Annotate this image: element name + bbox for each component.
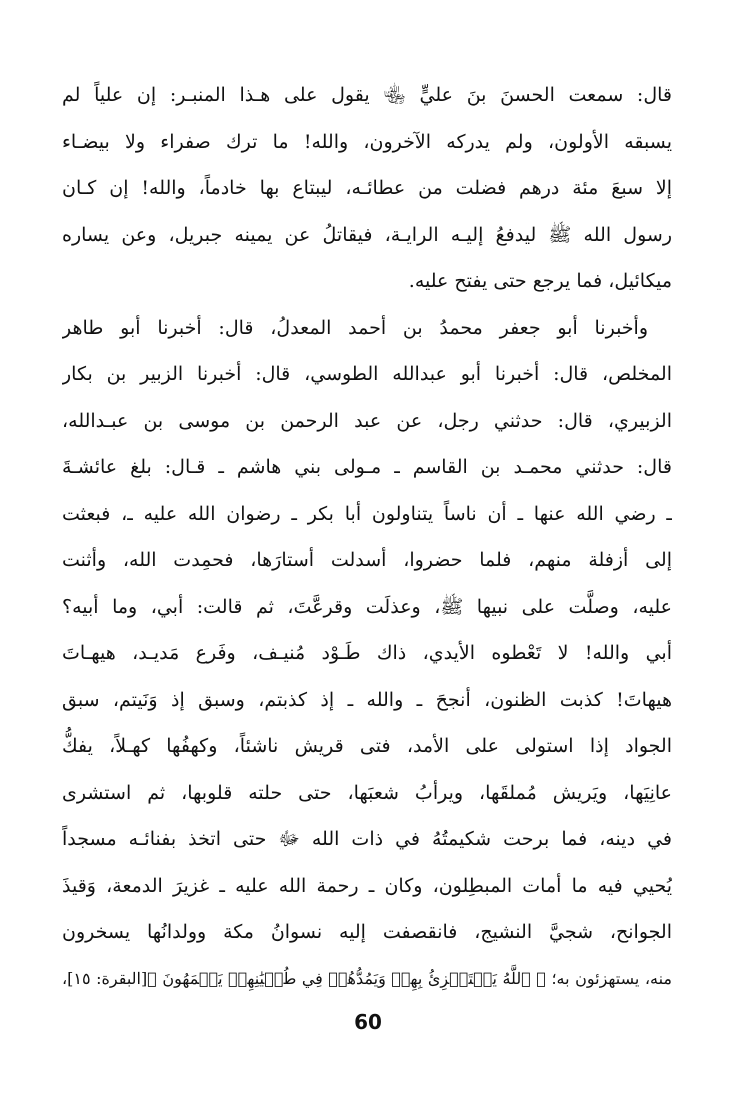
text-line: يُحيي فيه ما أمات المبطِلون، وكان ـ رحمة الله عليه ـ غزيرَ الدمعة، وَقيذَ [62, 874, 672, 897]
text-line: قال: حدثني محمـد بن القاسم ـ مـولى بني هاشم ـ قـال: بلغ عائشـةَ [62, 456, 672, 478]
text-line: عانِيَها، ويَريش مُملقَها، ويرأبُ شعبَها، حتى حلته قلوبها، ثم استشرى [62, 781, 672, 804]
body-text [62, 72, 672, 1002]
text-line: الجواد إذا استولى على الأمد، فتى قريش ناشئاً، وكهفُها كهـلاً، يفكُّ [62, 735, 672, 757]
text-line: المخلص، قال: أخبرنا أبو عبدالله الطوسي، قال: أخبرنا الزبير بن بكار [62, 363, 672, 385]
quran-verse-line: منه، يستهزئون به؛ ﴿ ٱللَّهُ يَسۡتَهۡزِئُ بِهِمۡ وَيَمُدُّهُمۡ فِي طُغۡيَٰنِهِمۡ يَعۡمَهُونَ ﴾[البقرة: ١٥]، [62, 968, 672, 988]
text-line: يسبقه الأولون، ولم يدركه الآخرون، والله! ما ترك صفراء ولا بيضـاء [62, 130, 672, 153]
text-line: رسول الله ﷺ ليدفعُ إليـه الرايـة، فيقاتلُ عن يمينه جبريل، وعن يساره [62, 223, 672, 246]
text-line: أبي والله! لا تَعْطوه الأيدي، ذاك طَـوْد مُنيـف، وفَرع مَديـد، هيهـاتَ [62, 642, 672, 664]
text-line: إلا سبعَ مئة درهم فضلت من عطائـه، ليبتاع بها خادماً، والله! إن كـان [62, 177, 672, 199]
text-line: ـ رضي الله عنها ـ أن ناساً يتناولون أبا بكر ـ رضوان الله عليه ـ، فبعثت [62, 502, 672, 525]
text-line: إلى أزفلة منهم، فلما حضروا، أسدلت أستارَها، فحمِدت الله، وأثنت [62, 549, 672, 571]
text-line: عليه، وصلَّت على نبيها ﷺ، وعذلَت وقرعَّتَ، ثم قالت: أبي، وما أبيه؟ [62, 595, 672, 618]
page-number: 60 [354, 1010, 382, 1034]
text-line: ميكائيل، فما يرجع حتى يفتح عليه. [408, 270, 672, 292]
text-line: هيهاتَ! كذبت الظنون، أنجحَ ـ والله ـ إذ كذبتم، وسبق إذ وَنَيتم، سبق [62, 688, 672, 711]
text-line: وأخبرنا أبو جعفر محمدُ بن أحمد المعدلُ، قال: أخبرنا أبو طاهر [62, 316, 648, 339]
text-line: في دينه، فما برحت شكيمتُهُ في ذات الله ﷻ حتى اتخذ بفنائـه مسجداً [62, 828, 672, 850]
text-line: قال: سمعت الحسنَ بنَ عليٍّ ﵄ يقول على هـذا المنبـر: إن علياً لم [62, 84, 672, 106]
text-line: الزبيري، قال: حدثني رجل، عن عبد الرحمن بن موسى بن عبـدالله، [62, 409, 672, 432]
text-line: الجوانح، شجيَّ النشيج، فانقصفت إليه نسوانُ مكة وولدانُها يسخرون [62, 921, 672, 943]
